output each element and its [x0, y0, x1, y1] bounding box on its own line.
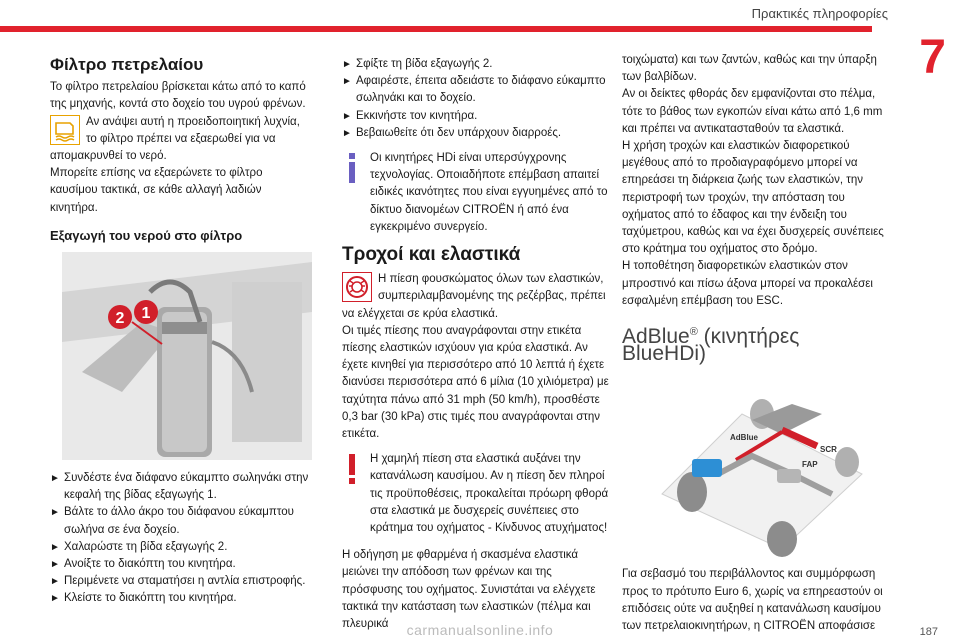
- adblue-intro-text: Για σεβασμό του περιβάλλοντος και συμμόρφωση προς το πρότυπο Euro 6, χωρίς να επηρεαστούν οι επιδόσεις ούτε να αυξηθεί η κατανάλωση καυσίμου των πετρελαιοκινητήρων, η CITROËN αποφάσισε: [622, 568, 883, 633]
- list-item: ► Εκκινήστε τον κινητήρα.: [342, 108, 610, 125]
- section-title-fuel-filter: Φίλτρο πετρελαίου: [50, 55, 204, 74]
- list-item: ► Χαλαρώστε τη βίδα εξαγωγής 2.: [50, 539, 312, 556]
- warning-lamp-text: Αν ανάψει αυτή η προειδοποιητική λυχνία, το φίλτρο πρέπει να εξαερωθεί για να απομακρυνθεί το νερό.: [50, 115, 300, 163]
- finish-steps-list: [342, 56, 610, 142]
- regular-bleed-text: Μπορείτε επίσης να εξαερώνετε το φίλτρο καυσίμου τακτικά, σε κάθε αλλαγή λαδιών κινητήρα.: [50, 167, 263, 214]
- pressure-values-text: Οι τιμές πίεσης που αναγράφονται στην ετικέτα πίεσης ελαστικών ισχύουν για κρύα ελαστικά. Αν έχετε κινηθεί για περισσότερο από 10 λεπτά ή έχετε διανύσει περισσότερα από 6 μίλια (10 χιλιόμετρα) με ταχύτητα πάνω από 31 mph (50 km/h), προσθέστε 0,3 bar (30 kPa) στις τιμές που αναγράφονται στην ετικέτα.: [342, 324, 609, 441]
- intro-text: Το φίλτρο πετρελαίου βρίσκεται κάτω από το καπό της μηχανής, κοντά στο δοχείο του υγρού φρένων.: [50, 81, 306, 111]
- arrow-right-icon: ►: [342, 59, 352, 70]
- label-adblue: AdBlue: [730, 433, 758, 443]
- watermark: carmanualsonline.info: [406, 622, 554, 638]
- arrow-right-icon: ►: [50, 576, 60, 588]
- callout-1-label: 1: [141, 305, 151, 323]
- header-accent-bar: [0, 26, 872, 32]
- arrow-right-icon: ►: [342, 127, 352, 139]
- info-note-text: Οι κινητήρες HDi είναι υπερσύγχρονης τεχνολογίας. Οποιαδήποτε επέμβαση απαιτεί ειδικές ικανότητες που είναι εγγυημένες από το δίκτυο διανομέων CITROËN ή από ένα εγκεκριμένο συνεργείο.: [370, 152, 608, 233]
- list-item: ► Σφίξτε τη βίδα εξαγωγής 2.: [342, 56, 610, 73]
- list-item: ► Συνδέστε ένα διάφανο εύκαμπτο σωληνάκι στην κεφαλή της βίδας εξαγωγής 1.: [50, 472, 309, 502]
- fuel-filter-photo: [62, 252, 312, 460]
- warning-lamp-paragraph: [50, 114, 312, 166]
- arrow-right-icon: ►: [50, 593, 60, 605]
- worn-tyres-text: Η οδήγηση με φθαρμένα ή σκασμένα ελαστικά μειώνει την απόδοση των φρένων και της πρόσφυσης του οχήματος. Συνιστάται να ελέγχετε τακτικά την κατάσταση των ελαστικών (πέλμα και πλευρικά: [342, 549, 596, 631]
- chapter-number: 7: [919, 31, 946, 84]
- adblue-car-illustration: [632, 374, 872, 558]
- arrow-right-icon: ►: [342, 110, 352, 122]
- column-1: [50, 56, 312, 608]
- adblue-system-diagram: [632, 374, 872, 558]
- subsection-title-drain: Εξαγωγή του νερού στο φίλτρο: [50, 227, 243, 243]
- label-fap: FAP: [802, 460, 818, 470]
- section-title-adblue: AdBlue® (κινητήρες BlueHDi): [622, 325, 800, 366]
- wear-indicator-text: Αν οι δείκτες φθοράς δεν εμφανίζονται στο πέλμα, τότε το βάθος των εγκοπών είναι κάτω από 1,6 mm και πρέπει να αντικατασταθούν τα ελαστικά.: [622, 88, 883, 135]
- page-header-title: Πρακτικές πληροφορίες: [751, 6, 888, 21]
- list-item: ► Ανοίξτε το διακόπτη του κινητήρα.: [50, 556, 312, 573]
- fuel-filter-illustration: [62, 252, 312, 460]
- arrow-right-icon: ►: [50, 541, 60, 553]
- list-item: ► Αφαιρέστε, έπειτα αδειάστε το διάφανο εύκαμπτο σωληνάκι και το δοχείο.: [342, 75, 606, 105]
- label-scr: SCR: [820, 445, 837, 455]
- fuel-filter-water-icon: [50, 115, 80, 145]
- arrow-right-icon: ►: [342, 76, 352, 88]
- esc-text: Η τοποθέτηση διαφορετικών ελαστικών στον μπροστινό και πίσω άξονα μπορεί να προκαλέσει εσφαλμένη επέμβαση του ESC.: [622, 260, 873, 307]
- tyre-pressure-paragraph: [342, 271, 610, 323]
- tyre-pressure-icon: [342, 272, 372, 302]
- list-item: ► Περιμένετε να σταματήσει η αντλία επιστροφής.: [50, 573, 312, 590]
- list-item: ► Βάλτε το άλλο άκρο του διάφανου εύκαμπτου σωλήνα σε ένα δοχείο.: [50, 506, 294, 536]
- arrow-right-icon: ►: [50, 473, 60, 485]
- column-3: [622, 52, 884, 635]
- tyre-walls-text: τοιχώματα) και των ζαντών, καθώς και την ύπαρξη των βαλβίδων.: [622, 54, 877, 84]
- warning-note-text: Η χαμηλή πίεση στα ελαστικά αυξάνει την κατανάλωση καυσίμου. Αν η πίεση δεν πληροί τις προϋποθέσεις, προκαλείται πρόωρη φθορά στα ελαστικά με δυσχερείς συνέπειες στο κράτημα του οχήματος - Κίνδυνος ατυχήματος!: [370, 453, 609, 535]
- info-icon: [344, 153, 360, 183]
- warning-note: [342, 451, 610, 537]
- warning-exclamation-icon: [344, 454, 360, 484]
- arrow-right-icon: ►: [50, 507, 60, 519]
- wheel-size-text: Η χρήση τροχών και ελαστικών διαφορετικού μεγέθους από το προδιαγραφόμενο μπορεί να επηρεάσει τη διάρκεια ζωής των ελαστικών, την περιστροφή των τροχών, την απόσταση του οχήματος από το έδαφος και την ένδειξη του ταχύμετρου, καθώς και να έχει δυσχερείς συνέπειες στο κράτημα του οχήματος στο δρόμο.: [622, 140, 884, 256]
- arrow-right-icon: ►: [50, 559, 60, 571]
- list-item: ► Κλείστε το διακόπτη του κινητήρα.: [50, 590, 312, 607]
- info-note: [342, 150, 610, 236]
- tyre-pressure-text: Η πίεση φουσκώματος όλων των ελαστικών, συμπεριλαμβανομένης της ρεζέρβας, πρέπει να ελέγχεται σε κρύα ελαστικά.: [342, 273, 606, 320]
- page-number: 187: [919, 626, 938, 638]
- callout-2-label: 2: [115, 310, 125, 328]
- column-2: [342, 56, 610, 633]
- list-item: ► Βεβαιωθείτε ότι δεν υπάρχουν διαρροές.: [342, 125, 610, 142]
- drain-steps-list: [50, 470, 312, 608]
- section-title-tyres: Τροχοί και ελαστικά: [342, 244, 521, 266]
